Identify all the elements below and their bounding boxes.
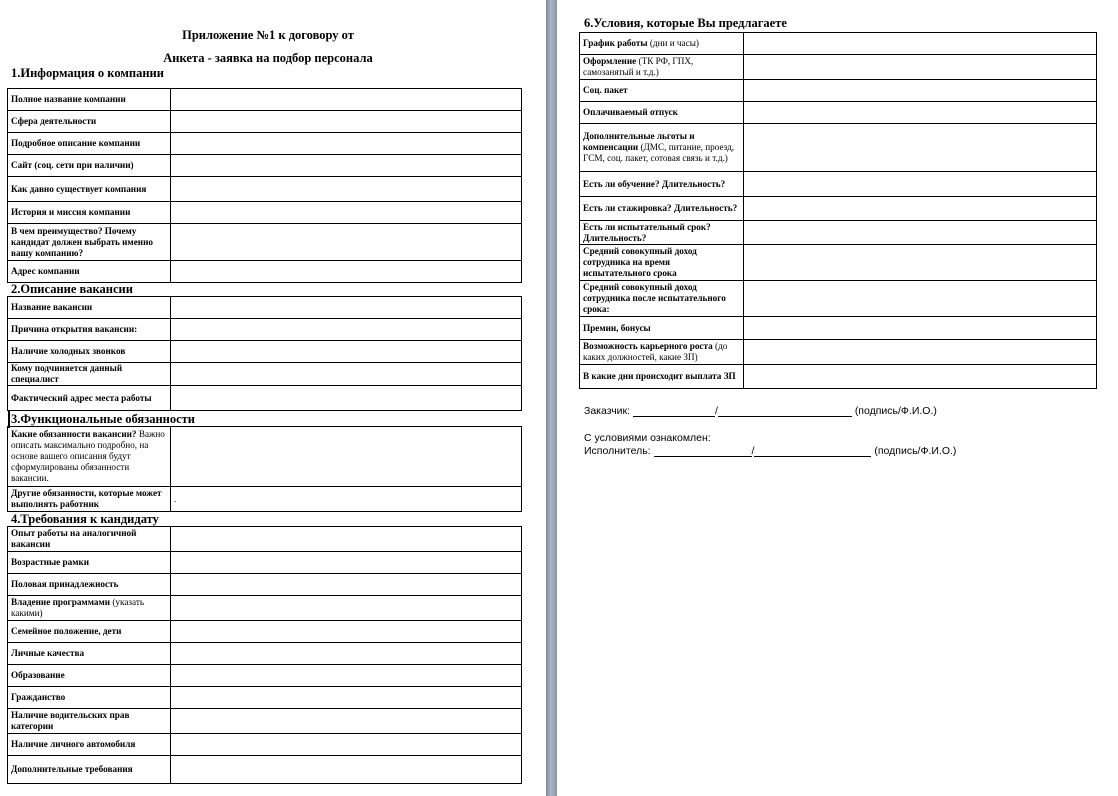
field-label-text: Семейное положение, дети [11,626,122,636]
table-row [8,596,522,621]
executor-label: Исполнитель: [584,445,651,457]
table-row [580,221,1097,245]
table-row [8,574,522,596]
field-label-text: Есть ли обучение? Длительность? [583,178,726,189]
field-label [580,80,744,102]
document-subtitle: Анкета - заявка на подбор персонала [163,51,373,65]
duties-table [7,426,522,512]
field-value[interactable] [171,596,522,621]
customer-signature-line [584,405,937,417]
field-label [8,734,171,756]
table-row [580,124,1097,172]
table-row [8,89,522,111]
executor-hint: (подпись/Ф.И.О.) [874,445,957,457]
field-value[interactable] [171,643,522,665]
field-label-text: Фактический адрес места работы [11,392,152,403]
field-label-text: Кому подчиняется данный специалист [11,363,123,384]
table-row [8,734,522,756]
field-note: (дни и часы) [649,38,699,48]
table-row [580,340,1097,365]
field-value[interactable] [171,224,522,261]
table-row [8,756,522,784]
field-label [580,172,744,197]
field-label-text: Другие обязанности, которые может выполнять работник [11,488,162,509]
field-value[interactable] [171,297,522,319]
field-value[interactable] [171,665,522,687]
field-value[interactable] [744,124,1097,172]
customer-separator: / [714,405,718,417]
field-label [580,102,744,124]
field-value[interactable] [171,621,522,643]
table-row [580,245,1097,281]
field-note: (ТК РФ, ГПХ, самозанятый и т.д.) [583,56,694,77]
field-value[interactable] [744,102,1097,124]
field-label [8,574,171,596]
field-label [8,487,171,512]
field-label [8,709,171,734]
field-label [580,317,744,340]
field-value[interactable] [171,319,522,341]
field-label [580,221,744,245]
executor-signature-line [584,445,956,457]
field-value[interactable] [171,527,522,552]
table-row [8,687,522,709]
field-label-text: График работы [583,38,648,48]
field-label-text: Подробное описание компании [11,138,141,148]
table-row [580,55,1097,80]
field-label-text: Средний совокупный доход сотрудника на время испытательного срока [583,246,697,278]
field-label [8,386,171,411]
field-label [580,281,744,317]
field-label [8,341,171,363]
field-note: (до каких должностей, какие ЗП) [583,341,728,362]
field-label-text: Соц. пакет [583,85,628,95]
field-label-text: Дополнительные требования [11,764,133,774]
section-vacancy-heading: 2.Описание вакансии [11,282,133,296]
requirements-table [7,526,522,784]
table-row [8,621,522,643]
field-label-text: Название вакансии [11,302,93,312]
field-label [580,55,744,80]
field-label-text: Есть ли испытательный срок? Длительность? [583,221,711,243]
field-label [8,527,171,552]
table-row [8,341,522,363]
field-label [580,245,744,281]
field-value[interactable] [171,709,522,734]
document-page-right [557,0,1118,796]
vacancy-table [7,296,522,411]
field-label-text: Оплачиваемый отпуск [583,107,678,117]
field-label-text: Владение программами [11,597,111,607]
field-label [8,297,171,319]
field-value[interactable] [171,756,522,784]
field-value[interactable] [744,365,1097,389]
field-label-text: Опыт работы на аналогичной вакансии [11,528,137,549]
field-label-text: Гражданство [11,692,66,702]
field-value[interactable] [171,202,522,224]
customer-label: Заказчик: [584,405,631,417]
field-value[interactable] [171,89,522,111]
conditions-table [579,32,1097,389]
field-label-text: Какие обязанности вакансии? [11,429,137,439]
field-value[interactable] [171,427,522,487]
table-row [8,487,522,512]
field-label-text: Наличие личного автомобиля [11,739,136,749]
table-row [8,363,522,386]
section-duties-heading: 3.Функциональные обязанности [11,412,196,426]
document-title: Приложение №1 к договору от [182,28,354,42]
field-label [8,177,171,202]
field-value[interactable] [171,734,522,756]
table-row [8,665,522,687]
field-label-text: Половая принадлежность [11,579,119,589]
field-value[interactable] [171,552,522,574]
field-value[interactable] [744,172,1097,197]
customer-hint: (подпись/Ф.И.О.) [854,405,937,417]
table-row [8,297,522,319]
field-label [8,621,171,643]
agreed-text: С условиями ознакомлен: [584,432,711,444]
table-row [580,80,1097,102]
table-row [580,172,1097,197]
document-page-left [0,0,546,796]
field-value[interactable] [744,33,1097,55]
field-value[interactable] [744,281,1097,317]
customer-signature-field[interactable] [633,405,715,417]
field-value[interactable] [171,574,522,596]
field-value[interactable] [744,55,1097,80]
executor-name-field[interactable] [751,445,871,457]
field-value[interactable] [171,363,522,386]
field-label [8,665,171,687]
field-label-text: Дополнительные льготы и компенсации [583,131,695,152]
table-row [580,365,1097,389]
executor-signature-field[interactable] [654,445,752,457]
table-row [8,111,522,133]
field-label-text: Оформление [583,56,637,66]
field-label [580,33,744,55]
field-label-text: Возможность карьерного роста [583,341,713,351]
section-conditions-heading: 6.Условия, которые Вы предлагаете [584,16,787,30]
table-row [8,427,522,487]
field-value[interactable] [744,221,1097,245]
field-label [8,643,171,665]
field-label [8,202,171,224]
field-note: (указать какими) [11,597,145,618]
table-row [580,317,1097,340]
field-label [8,224,171,261]
field-value[interactable] [171,155,522,177]
field-label-text: Личные качества [11,648,85,658]
field-label [580,340,744,365]
table-row [8,224,522,261]
field-label [580,197,744,221]
field-label-text: История и миссия компании [11,207,131,217]
field-note: (ДМС, питание, проезд, ГСМ, соц. пакет, сотовая связь и т.д.) [583,142,735,163]
field-value[interactable] [744,245,1097,281]
table-row [8,527,522,552]
table-row [8,552,522,574]
field-label-text: Как давно существует компания [11,183,147,194]
executor-separator: / [751,445,755,457]
field-value[interactable] [171,133,522,155]
field-label [8,756,171,784]
field-label-text: Сайт (соц. сети при наличии) [11,160,134,170]
table-row [580,281,1097,317]
field-label-text: Средний совокупный доход сотрудника после испытательного срока: [583,282,726,314]
field-label-text: Есть ли стажировка? Длительность? [583,203,738,213]
field-label-text: Полное название компании [11,94,126,104]
field-value[interactable] [171,261,522,283]
field-value[interactable]: . [171,487,522,512]
field-label-text: Наличие водительских прав категории [11,710,130,731]
field-label [8,89,171,111]
field-label-text: Сфера деятельности [11,116,97,126]
field-label-text: Возрастные рамки [11,557,90,567]
table-row [8,709,522,734]
field-label-text: В чем преимущество? Почему кандидат должен выбрать именно вашу компанию? [11,225,153,258]
field-label [8,261,171,283]
field-label-text: Причина открытия вакансии: [11,324,138,334]
field-value[interactable] [171,386,522,411]
field-label-text: Наличие холодных звонков [11,346,126,356]
table-row [8,261,522,283]
field-value[interactable] [171,687,522,709]
field-label [8,687,171,709]
table-row [8,155,522,177]
field-label [8,133,171,155]
field-label [8,111,171,133]
field-value[interactable] [171,177,522,202]
customer-name-field[interactable] [718,405,852,417]
field-value[interactable] [171,341,522,363]
company-table [7,88,522,283]
table-row [580,33,1097,55]
field-label [8,427,171,487]
field-label [580,124,744,172]
section-company-heading: 1.Информация о компании [11,66,164,80]
table-row [8,177,522,202]
field-label-text: Премии, бонусы [583,322,651,333]
field-value[interactable] [744,340,1097,365]
field-label [8,363,171,386]
field-label [8,552,171,574]
table-row [8,319,522,341]
field-note: Важно описать максимально подробно, на основе вашего описания будут сформулированы обязанности вакансии. [11,429,165,483]
table-row [8,133,522,155]
table-row [8,386,522,411]
field-value[interactable] [171,111,522,133]
field-value[interactable] [744,317,1097,340]
field-label [8,155,171,177]
field-label [8,596,171,621]
table-row [8,643,522,665]
field-label [8,319,171,341]
field-label-text: В какие дни происходит выплата ЗП [583,371,736,381]
field-label-text: Адрес компании [11,266,80,276]
section-requirements-heading: 4.Требования к кандидату [11,512,159,526]
field-value[interactable] [744,80,1097,102]
field-label [580,365,744,389]
table-row [8,202,522,224]
table-row [580,197,1097,221]
table-row [580,102,1097,124]
field-label-text: Образование [11,670,65,680]
page-gutter [546,0,557,796]
field-value[interactable] [744,197,1097,221]
